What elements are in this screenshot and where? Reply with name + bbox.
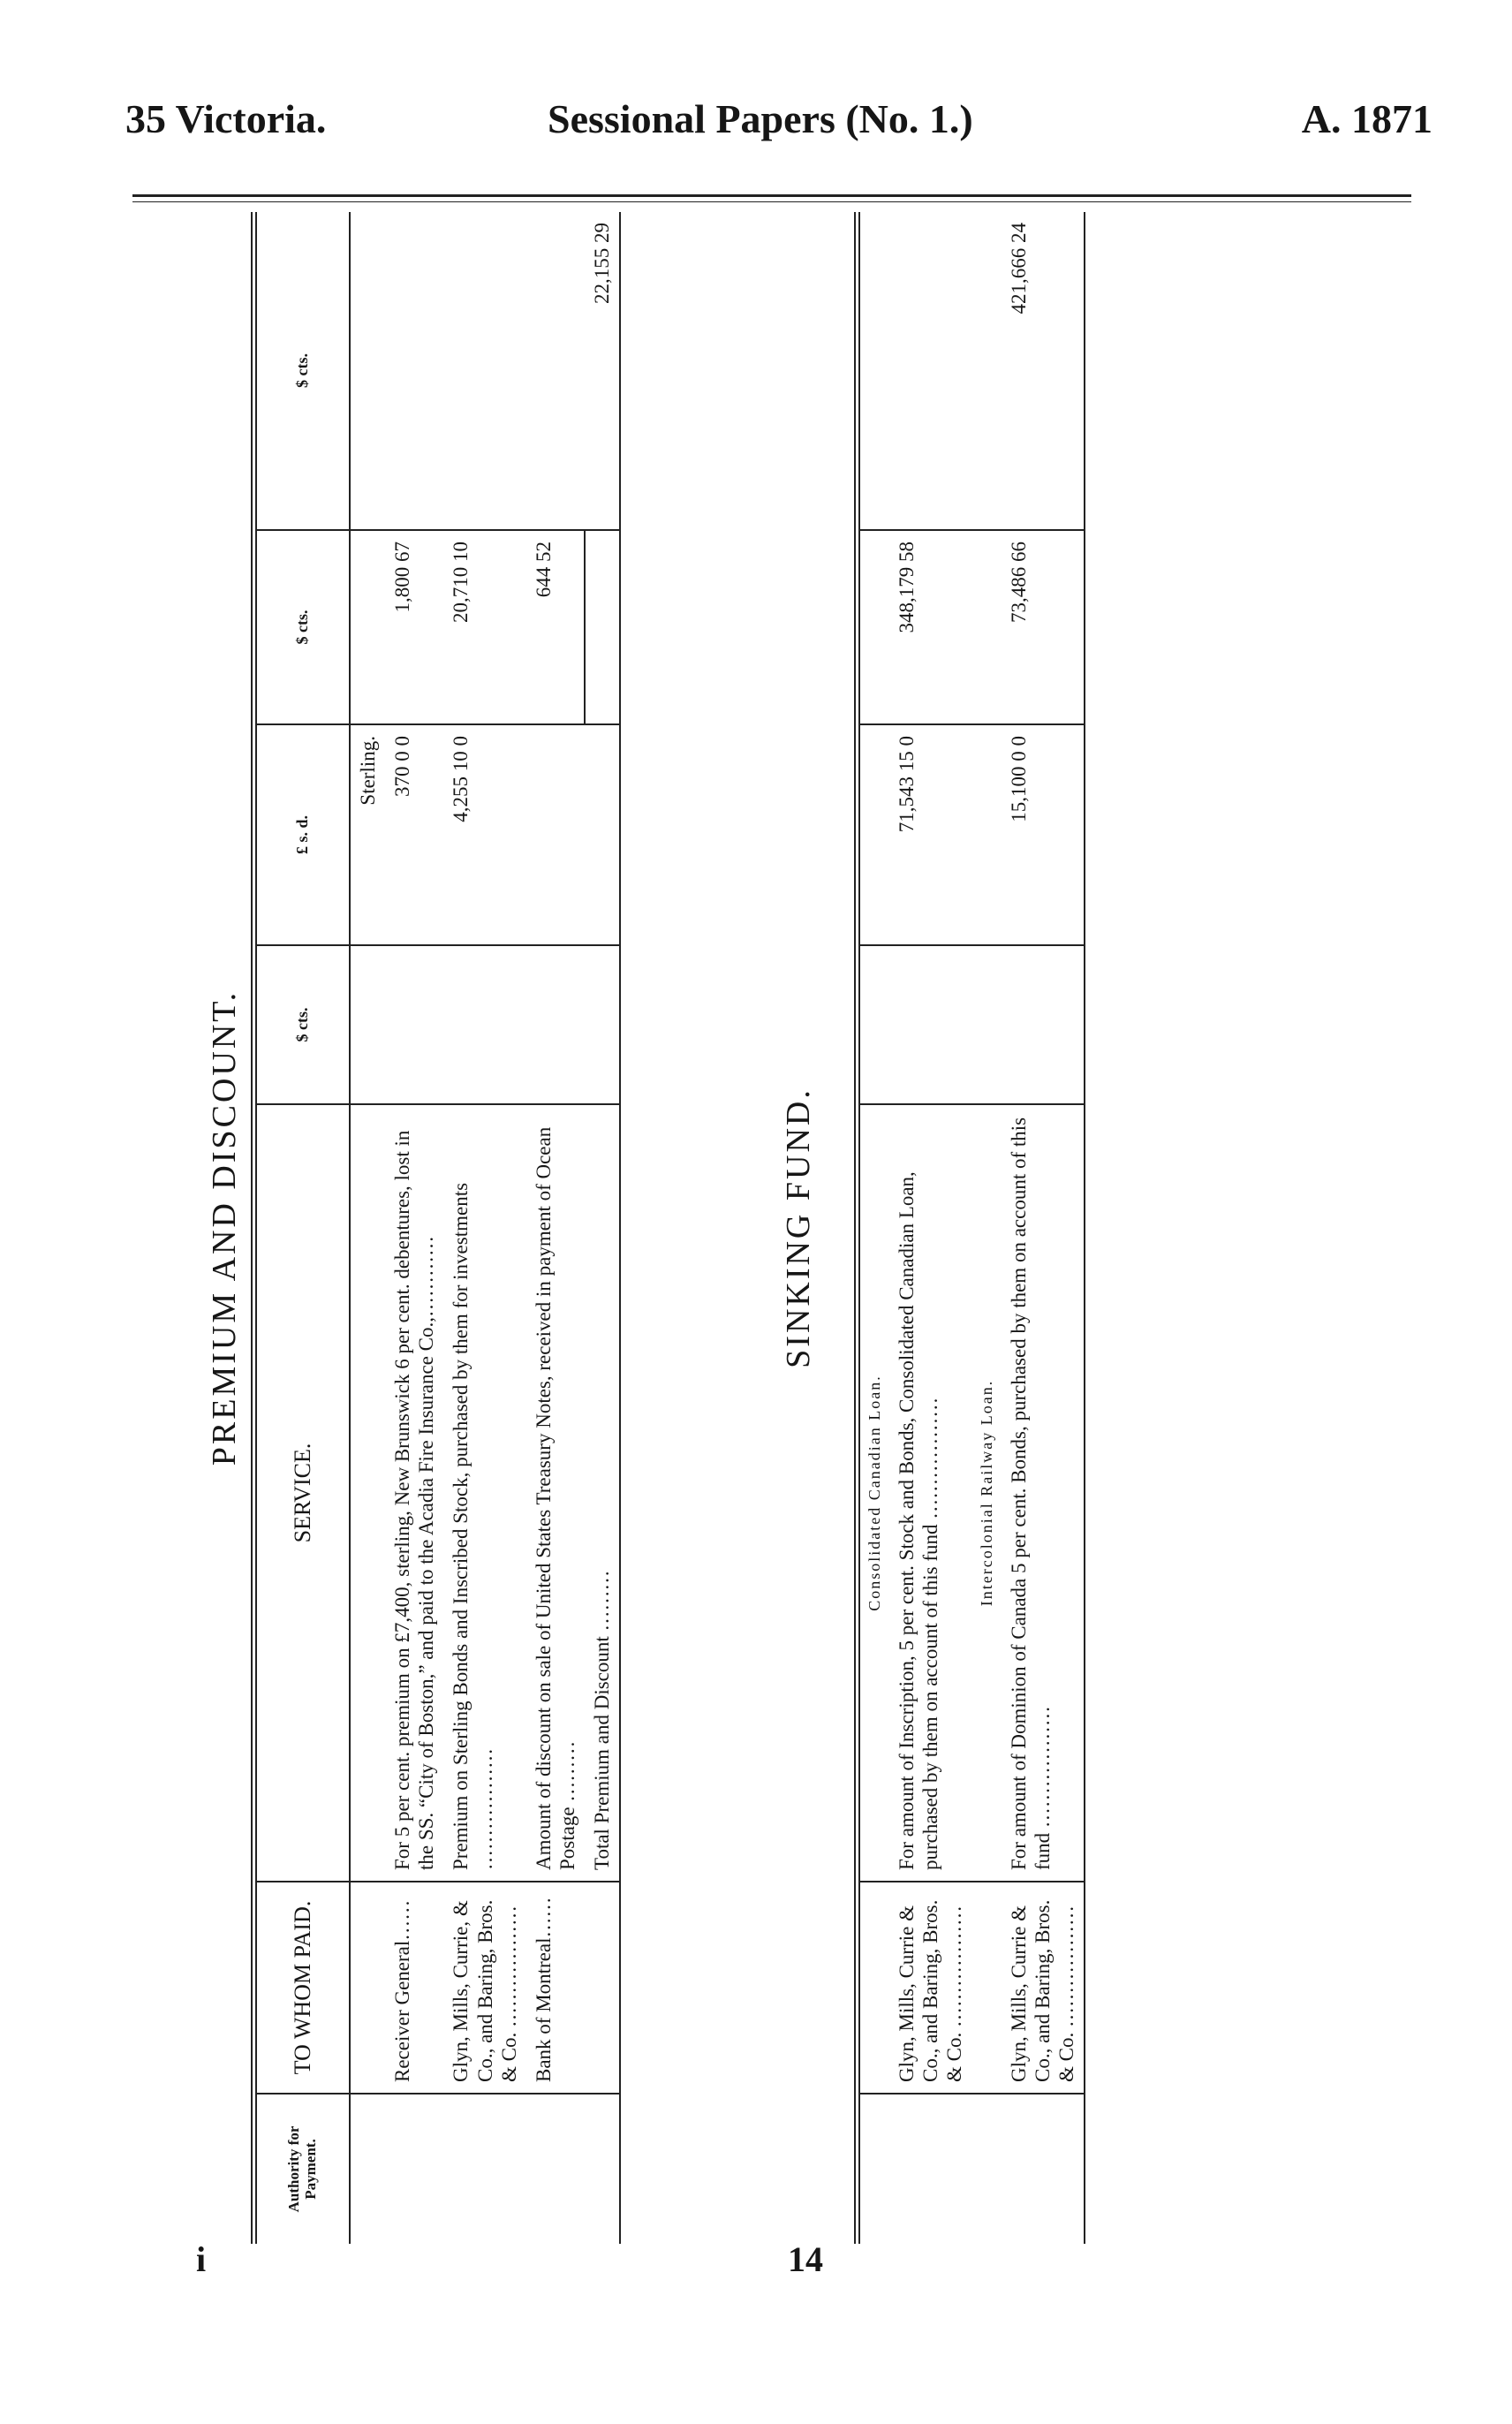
total-cell bbox=[385, 212, 443, 530]
header-year: A. 1871 bbox=[1301, 96, 1433, 141]
to-whom-cell bbox=[585, 1882, 620, 2094]
total-label: Total Premium and Discount ……… bbox=[585, 1104, 620, 1882]
dollars-cell bbox=[585, 530, 620, 724]
sterling-cell: 15,100 0 0 bbox=[1002, 724, 1085, 945]
col-sterling: £ s. d. bbox=[254, 724, 351, 945]
dollars-cell bbox=[526, 945, 585, 1104]
sinking-table bbox=[854, 212, 1085, 2244]
sterling-cell: Sterling. bbox=[350, 724, 385, 945]
premium-table bbox=[251, 212, 621, 2244]
sterling-cell bbox=[585, 724, 620, 945]
table-row bbox=[443, 212, 525, 2244]
col-dollars-1: $ cts. bbox=[254, 945, 351, 1104]
total-cell bbox=[889, 212, 971, 530]
to-whom-cell: Glyn, Mills, Currie, & Co., and Baring, Bros. & Co. ……………… bbox=[443, 1882, 525, 2094]
grand-total-cell: 22,155 29 bbox=[585, 212, 620, 530]
section-heading-row bbox=[972, 212, 1002, 2244]
table-row bbox=[889, 212, 971, 2244]
table-row bbox=[350, 212, 385, 2244]
header-session: 35 Victoria. bbox=[125, 96, 327, 141]
col-authority: Authority for Payment. bbox=[254, 2094, 351, 2244]
service-cell: Amount of discount on sale of United States Treasury Notes, received in payment of Ocean Postage ……… bbox=[526, 1104, 585, 1882]
sterling-cell bbox=[526, 724, 585, 945]
sterling-cell: 370 0 0 bbox=[385, 724, 443, 945]
section-heading: Intercolonial Railway Loan. bbox=[972, 1104, 1002, 1882]
to-whom-cell: Receiver General…… bbox=[385, 1882, 443, 2094]
sterling-cell: 4,255 10 0 bbox=[443, 724, 525, 945]
premium-title: PREMIUM AND DISCOUNT. bbox=[206, 989, 243, 1466]
service-cell: For 5 per cent. premium on £7,400, sterling, New Brunswick 6 per cent. debentures, lost in the SS. “City of Boston,” and paid to the Acadia Fire Insurance Co.,………… bbox=[385, 1104, 443, 1882]
col-dollars-3: $ cts. bbox=[254, 212, 351, 530]
col-service: SERVICE. bbox=[254, 1104, 351, 1882]
col-to-whom: TO WHOM PAID. bbox=[254, 1882, 351, 2094]
header-rule bbox=[132, 194, 1411, 197]
service-cell: Premium on Sterling Bonds and Inscribed Stock, purchased by them for investments ……………… bbox=[443, 1104, 525, 1882]
to-whom-cell bbox=[350, 1882, 385, 2094]
header-title: Sessional Papers (No. 1.) bbox=[548, 96, 973, 141]
section-heading: Consolidated Canadian Loan. bbox=[858, 1104, 890, 1882]
dollars-cell bbox=[385, 945, 443, 1104]
footer-mark: i bbox=[196, 2239, 207, 2279]
dollars-cell bbox=[350, 530, 385, 724]
rotated-table-page bbox=[205, 212, 1335, 2244]
service-cell: For amount of Dominion of Canada 5 per cent. Bonds, purchased by them on account of this fund ……………… bbox=[1002, 1104, 1085, 1882]
section-heading-row bbox=[858, 212, 890, 2244]
dollars-cell bbox=[585, 945, 620, 1104]
table-row bbox=[526, 212, 585, 2244]
total-cell bbox=[443, 212, 525, 530]
dollars-cell bbox=[350, 945, 385, 1104]
table-row bbox=[385, 212, 443, 2244]
total-cell bbox=[526, 212, 585, 530]
dollars-cell: 1,800 67 bbox=[385, 530, 443, 724]
page-number: 14 bbox=[788, 2239, 823, 2279]
dollars-cell: 348,179 58 bbox=[889, 530, 971, 724]
sterling-cell: 71,543 15 0 bbox=[889, 724, 971, 945]
total-cell bbox=[350, 212, 385, 530]
to-whom-cell: Bank of Montreal…… bbox=[526, 1882, 585, 2094]
premium-header-row bbox=[254, 212, 351, 2244]
header-rule-thin bbox=[132, 201, 1411, 202]
table-row bbox=[585, 212, 620, 2244]
dollars-cell bbox=[443, 945, 525, 1104]
service-cell bbox=[350, 1104, 385, 1882]
col-dollars-2: $ cts. bbox=[254, 530, 351, 724]
grand-total-cell: 421,666 24 bbox=[1002, 212, 1085, 530]
to-whom-cell: Glyn, Mills, Currie & Co., and Baring, Bros. & Co. ……………… bbox=[1002, 1882, 1085, 2094]
sinking-title: SINKING FUND. bbox=[780, 1087, 817, 1368]
dollars-cell: 644 52 bbox=[526, 530, 585, 724]
dollars-cell: 20,710 10 bbox=[443, 530, 525, 724]
table-row bbox=[1002, 212, 1085, 2244]
dollars-cell: 73,486 66 bbox=[1002, 530, 1085, 724]
to-whom-cell: Glyn, Mills, Currie & Co., and Baring, Bros. & Co. ……………… bbox=[889, 1882, 971, 2094]
service-cell: For amount of Inscription, 5 per cent. Stock and Bonds, Consolidated Canadian Loan, purchased by them on account of this fund ……………… bbox=[889, 1104, 971, 1882]
